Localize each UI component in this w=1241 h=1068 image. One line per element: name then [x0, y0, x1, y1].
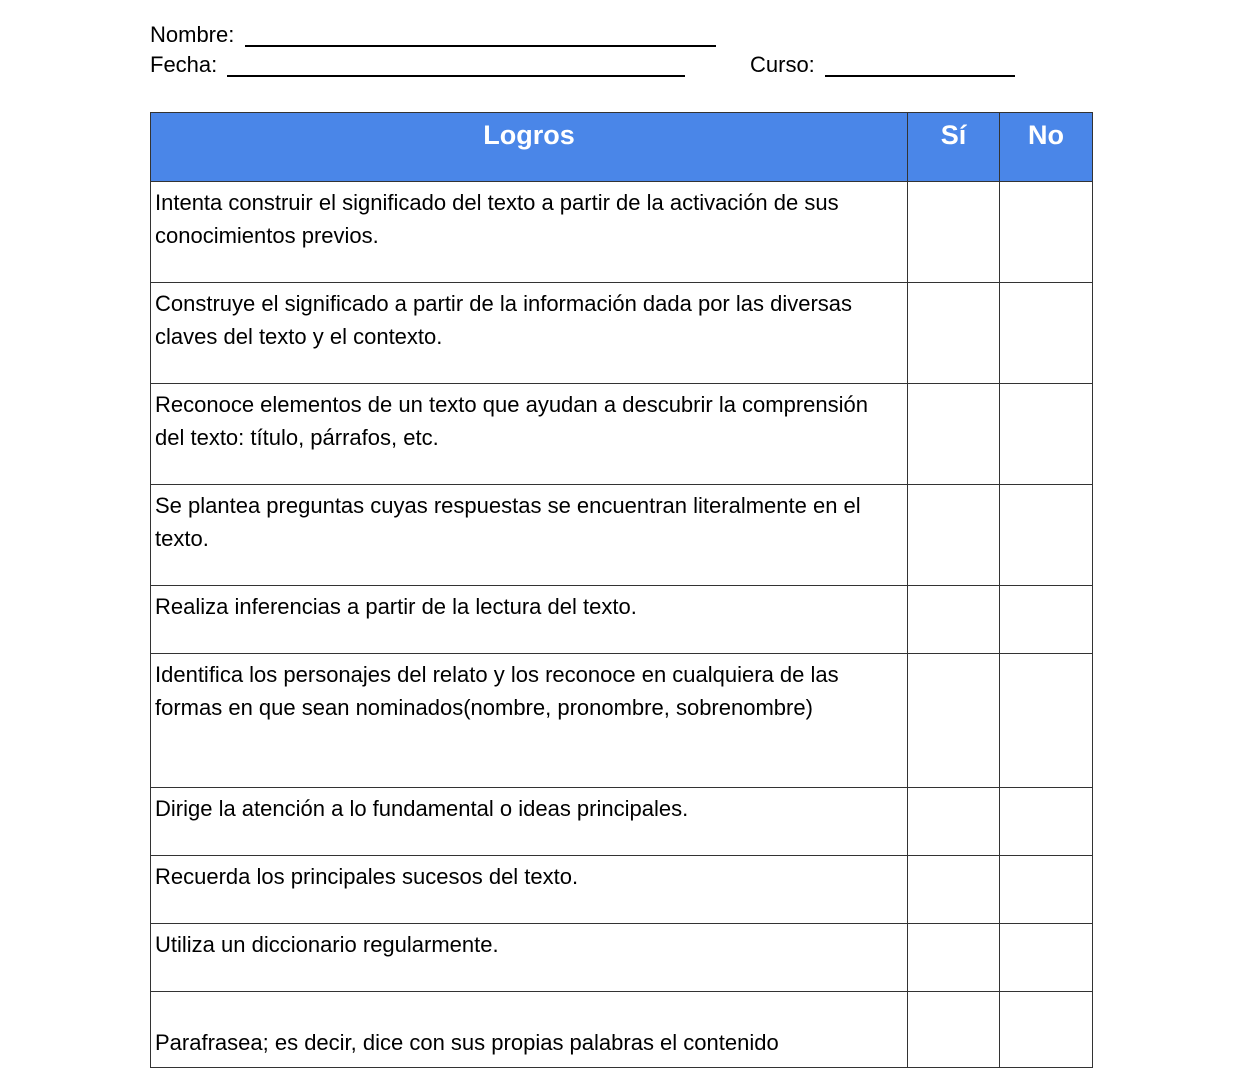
no-checkbox-cell[interactable] [1000, 788, 1093, 856]
curso-field[interactable] [825, 75, 1015, 77]
fecha-field[interactable] [227, 75, 685, 77]
si-checkbox-cell[interactable] [908, 654, 1000, 788]
logro-text: Utiliza un diccionario regularmente. [151, 924, 908, 992]
si-checkbox-cell[interactable] [908, 283, 1000, 384]
table-row [151, 182, 1093, 283]
si-checkbox-cell[interactable] [908, 384, 1000, 485]
si-checkbox-cell[interactable] [908, 485, 1000, 586]
si-checkbox-cell[interactable] [908, 924, 1000, 992]
logro-text: Reconoce elementos de un texto que ayudan a descubrir la comprensión del texto: título, párrafos, etc. [151, 384, 908, 485]
column-header-no: No [1000, 113, 1093, 182]
no-checkbox-cell[interactable] [1000, 856, 1093, 924]
fecha-label: Fecha: [150, 52, 218, 77]
column-header-logros: Logros [151, 113, 908, 182]
no-checkbox-cell[interactable] [1000, 924, 1093, 992]
table-row [151, 788, 1093, 856]
no-checkbox-cell[interactable] [1000, 182, 1093, 283]
no-checkbox-cell[interactable] [1000, 586, 1093, 654]
no-checkbox-cell[interactable] [1000, 485, 1093, 586]
logro-text: Intenta construir el significado del texto a partir de la activación de sus conocimientos previos. [151, 182, 908, 283]
no-checkbox-cell[interactable] [1000, 992, 1093, 1068]
si-checkbox-cell[interactable] [908, 586, 1000, 654]
logro-text: Construye el significado a partir de la información dada por las diversas claves del texto y el contexto. [151, 283, 908, 384]
table-row [151, 856, 1093, 924]
si-checkbox-cell[interactable] [908, 788, 1000, 856]
si-checkbox-cell[interactable] [908, 182, 1000, 283]
logros-checklist-table [150, 112, 1093, 1068]
no-checkbox-cell[interactable] [1000, 283, 1093, 384]
table-row [151, 485, 1093, 586]
logro-text: Dirige la atención a lo fundamental o ideas principales. [151, 788, 908, 856]
nombre-label: Nombre: [150, 22, 235, 47]
logro-text: Realiza inferencias a partir de la lectura del texto. [151, 586, 908, 654]
table-row [151, 384, 1093, 485]
logro-text: Parafrasea; es decir, dice con sus propias palabras el contenido [151, 992, 908, 1068]
table-row [151, 586, 1093, 654]
table-header-row [151, 113, 1093, 182]
logro-text: Recuerda los principales sucesos del texto. [151, 856, 908, 924]
logro-text: Se plantea preguntas cuyas respuestas se encuentran literalmente en el texto. [151, 485, 908, 586]
table-row [151, 283, 1093, 384]
logro-text: Identifica los personajes del relato y los reconoce en cualquiera de las formas en que sean nominados(nombre, pronombre, sobrenombre) [151, 654, 908, 788]
no-checkbox-cell[interactable] [1000, 654, 1093, 788]
si-checkbox-cell[interactable] [908, 856, 1000, 924]
nombre-field[interactable] [245, 45, 716, 47]
table-row [151, 924, 1093, 992]
si-checkbox-cell[interactable] [908, 992, 1000, 1068]
table-row [151, 654, 1093, 788]
column-header-si: Sí [908, 113, 1000, 182]
table-row [151, 992, 1093, 1068]
no-checkbox-cell[interactable] [1000, 384, 1093, 485]
curso-label: Curso: [750, 52, 815, 77]
